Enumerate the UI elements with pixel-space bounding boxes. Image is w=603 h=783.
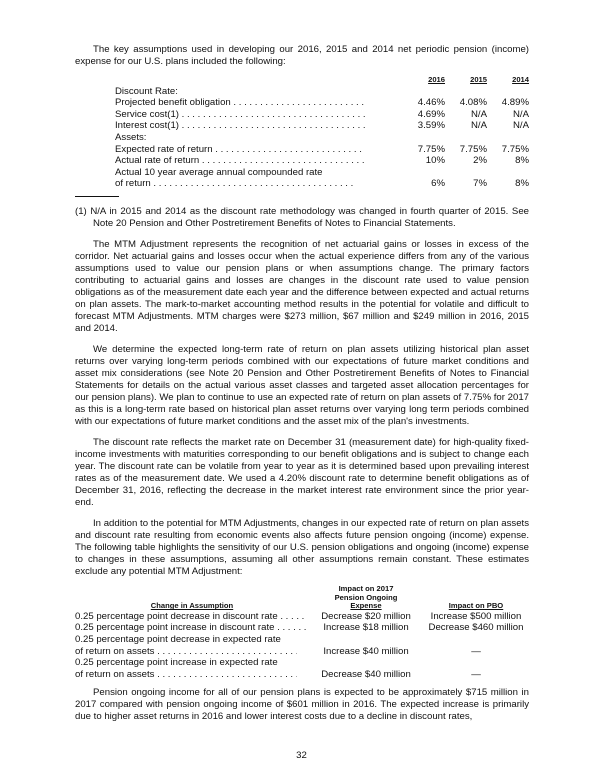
discount-rate-heading: Discount Rate: — [115, 85, 178, 97]
sensitivity-intro-paragraph: In addition to the potential for MTM Adjustments, changes in our expected rate of return on plan assets and discount rate resulting from economic events also affects future pension ongoing (income) expense. The following table highlights the sensitivity of our U.S. pension obligations and ongoing (income) expense to changes in these assumptions, assuming all other assumptions remain constant. These estimates exclude any potential MTM Adjustment: — [75, 517, 529, 577]
footnote-divider — [75, 196, 119, 197]
closing-paragraph: Pension ongoing income for all of our pension plans is expected to be approximately $715 million in 2017 compared with pension ongoing income of $601 million in 2016. The expected increase is primarily due to higher asset returns in 2016 and lower interest costs due to a decline in discount rates, — [75, 687, 529, 723]
table-row — [75, 622, 529, 634]
value-2014: 7.75% — [501, 143, 529, 155]
value-2015: 7% — [473, 178, 487, 190]
change-label: 0.25 percentage point decrease in discount rate . . . — [75, 611, 307, 623]
table-row — [75, 646, 529, 658]
value-2015: N/A — [471, 108, 487, 120]
assets-heading: Assets: — [115, 131, 147, 143]
value-2016: 6% — [431, 178, 445, 190]
table-row — [75, 611, 529, 623]
table-row — [115, 178, 529, 190]
year-header-2014: 2014 — [512, 75, 529, 84]
change-label-line2: of return on assets . . . — [75, 669, 297, 681]
table-row — [75, 657, 529, 669]
row-label: Actual rate of return . . . — [115, 155, 365, 167]
value-2015: 4.08% — [459, 97, 487, 109]
value-2015: 2% — [473, 155, 487, 167]
value-2014: N/A — [513, 108, 529, 120]
year-header-2016: 2016 — [428, 75, 445, 84]
expense-impact: Increase $40 million — [323, 645, 409, 657]
assets-heading-row — [115, 132, 529, 144]
column-header-pbo: Impact on PBO — [448, 601, 504, 611]
value-2014: 8% — [515, 155, 529, 167]
value-2016: 10% — [425, 155, 445, 167]
column-header-expense-line2: Pension Ongoing — [334, 592, 398, 602]
row-label: Projected benefit obligation . . . — [115, 97, 365, 109]
pbo-impact: Decrease $460 million — [428, 622, 524, 634]
value-2014: N/A — [513, 120, 529, 132]
table-row — [115, 120, 529, 132]
return-rate-paragraph: We determine the expected long-term rate of return on plan assets utilizing historical plan asset returns over varying long-term periods combined with our expectations of future market conditions and asset mix considerations (see Note 20 Pension and Other Postretirement Benefits of Notes to Financial Statements for details on the actual various asset classes and targeted asset allocation percentages for our pension plans). We plan to continue to use an expected rate of return on plan assets of 7.75% for 2017 as this is a long-term rate based on historical plan asset returns over varying long term periods combined with our expectations of future market conditions and the asset mix of the plan's investments. — [75, 343, 529, 427]
column-header-expense-line1: Impact on 2017 — [338, 583, 394, 593]
pbo-impact: Increase $500 million — [430, 610, 522, 622]
value-2015: 7.75% — [459, 143, 487, 155]
table-row — [75, 634, 529, 646]
sensitivity-header-row — [75, 585, 529, 611]
assumptions-table — [115, 74, 529, 190]
table-row — [115, 109, 529, 121]
mtm-paragraph: The MTM Adjustment represents the recognition of net actuarial gains or losses in excess of the corridor. Net actuarial gains and losses occur when the actual experience differs from any of the various assumptions used to value our pension plans or when assumptions change. The primary factors contributing to actuarial gains and losses are changes in the discount rate used to value pension obligations as of the measurement date each year and the difference between expected and actual returns on plan assets. The mark-to-market accounting method results in the potential for volatile and difficult to forecast MTM Adjustments. MTM charges were $273 million, $67 million and $249 million in 2016, 2015 and 2014. — [75, 238, 529, 334]
change-label-line1: 0.25 percentage point increase in expected rate — [75, 657, 278, 669]
table-row — [115, 155, 529, 167]
table-row — [115, 167, 529, 179]
document-page — [75, 44, 529, 723]
table-row — [115, 97, 529, 109]
value-2016: 4.69% — [417, 108, 445, 120]
row-label-line1: Actual 10 year average annual compounded rate — [115, 166, 323, 178]
column-header-change: Change in Assumption — [150, 601, 234, 611]
value-2016: 3.59% — [417, 120, 445, 132]
value-2014: 8% — [515, 178, 529, 190]
value-2015: N/A — [471, 120, 487, 132]
column-header-expense-line3: Expense — [350, 601, 382, 611]
table-row — [115, 144, 529, 156]
pbo-impact: — — [471, 668, 481, 680]
page-number: 32 — [296, 750, 307, 761]
row-label-line2: of return . . . — [115, 178, 355, 190]
assumptions-header-row — [115, 74, 529, 86]
value-2016: 7.75% — [417, 143, 445, 155]
year-header-2015: 2015 — [470, 75, 487, 84]
change-label-line1: 0.25 percentage point decrease in expected rate — [75, 633, 281, 645]
change-label-line2: of return on assets . . . — [75, 646, 297, 658]
value-2016: 4.46% — [417, 97, 445, 109]
expense-impact: Decrease $20 million — [321, 610, 411, 622]
row-label: Service cost(1) . . . — [115, 109, 365, 121]
footnote: (1) N/A in 2015 and 2014 as the discount rate methodology was changed in fourth quarter of 2015. See Note 20 Pension and Other Postretirement Benefits of Notes to Financial Statements. — [75, 205, 529, 229]
discount-rate-heading-row — [115, 86, 529, 98]
row-label: Interest cost(1) . . . — [115, 120, 365, 132]
expense-impact: Increase $18 million — [323, 622, 409, 634]
intro-paragraph: The key assumptions used in developing our 2016, 2015 and 2014 net periodic pension (income) expense for our U.S. plans included the following: — [75, 44, 529, 67]
row-label: Expected rate of return . . . — [115, 144, 365, 156]
change-label: 0.25 percentage point increase in discount rate . . . — [75, 622, 307, 634]
sensitivity-table — [75, 585, 529, 680]
pbo-impact: — — [471, 645, 481, 657]
expense-impact: Decrease $40 million — [321, 668, 411, 680]
table-row — [75, 669, 529, 681]
discount-rate-paragraph: The discount rate reflects the market rate on December 31 (measurement date) for high-quality fixed-income investments with maturities corresponding to our benefit obligations and is subject to change each year. The discount rate can be volatile from year to year as it is determined based upon prevailing interest rates as of the measurement date. We used a 4.20% discount rate to determine benefit obligations as of December 31, 2016, reflecting the decrease in the market interest rate environment since the prior year-end. — [75, 436, 529, 508]
value-2014: 4.89% — [501, 97, 529, 109]
